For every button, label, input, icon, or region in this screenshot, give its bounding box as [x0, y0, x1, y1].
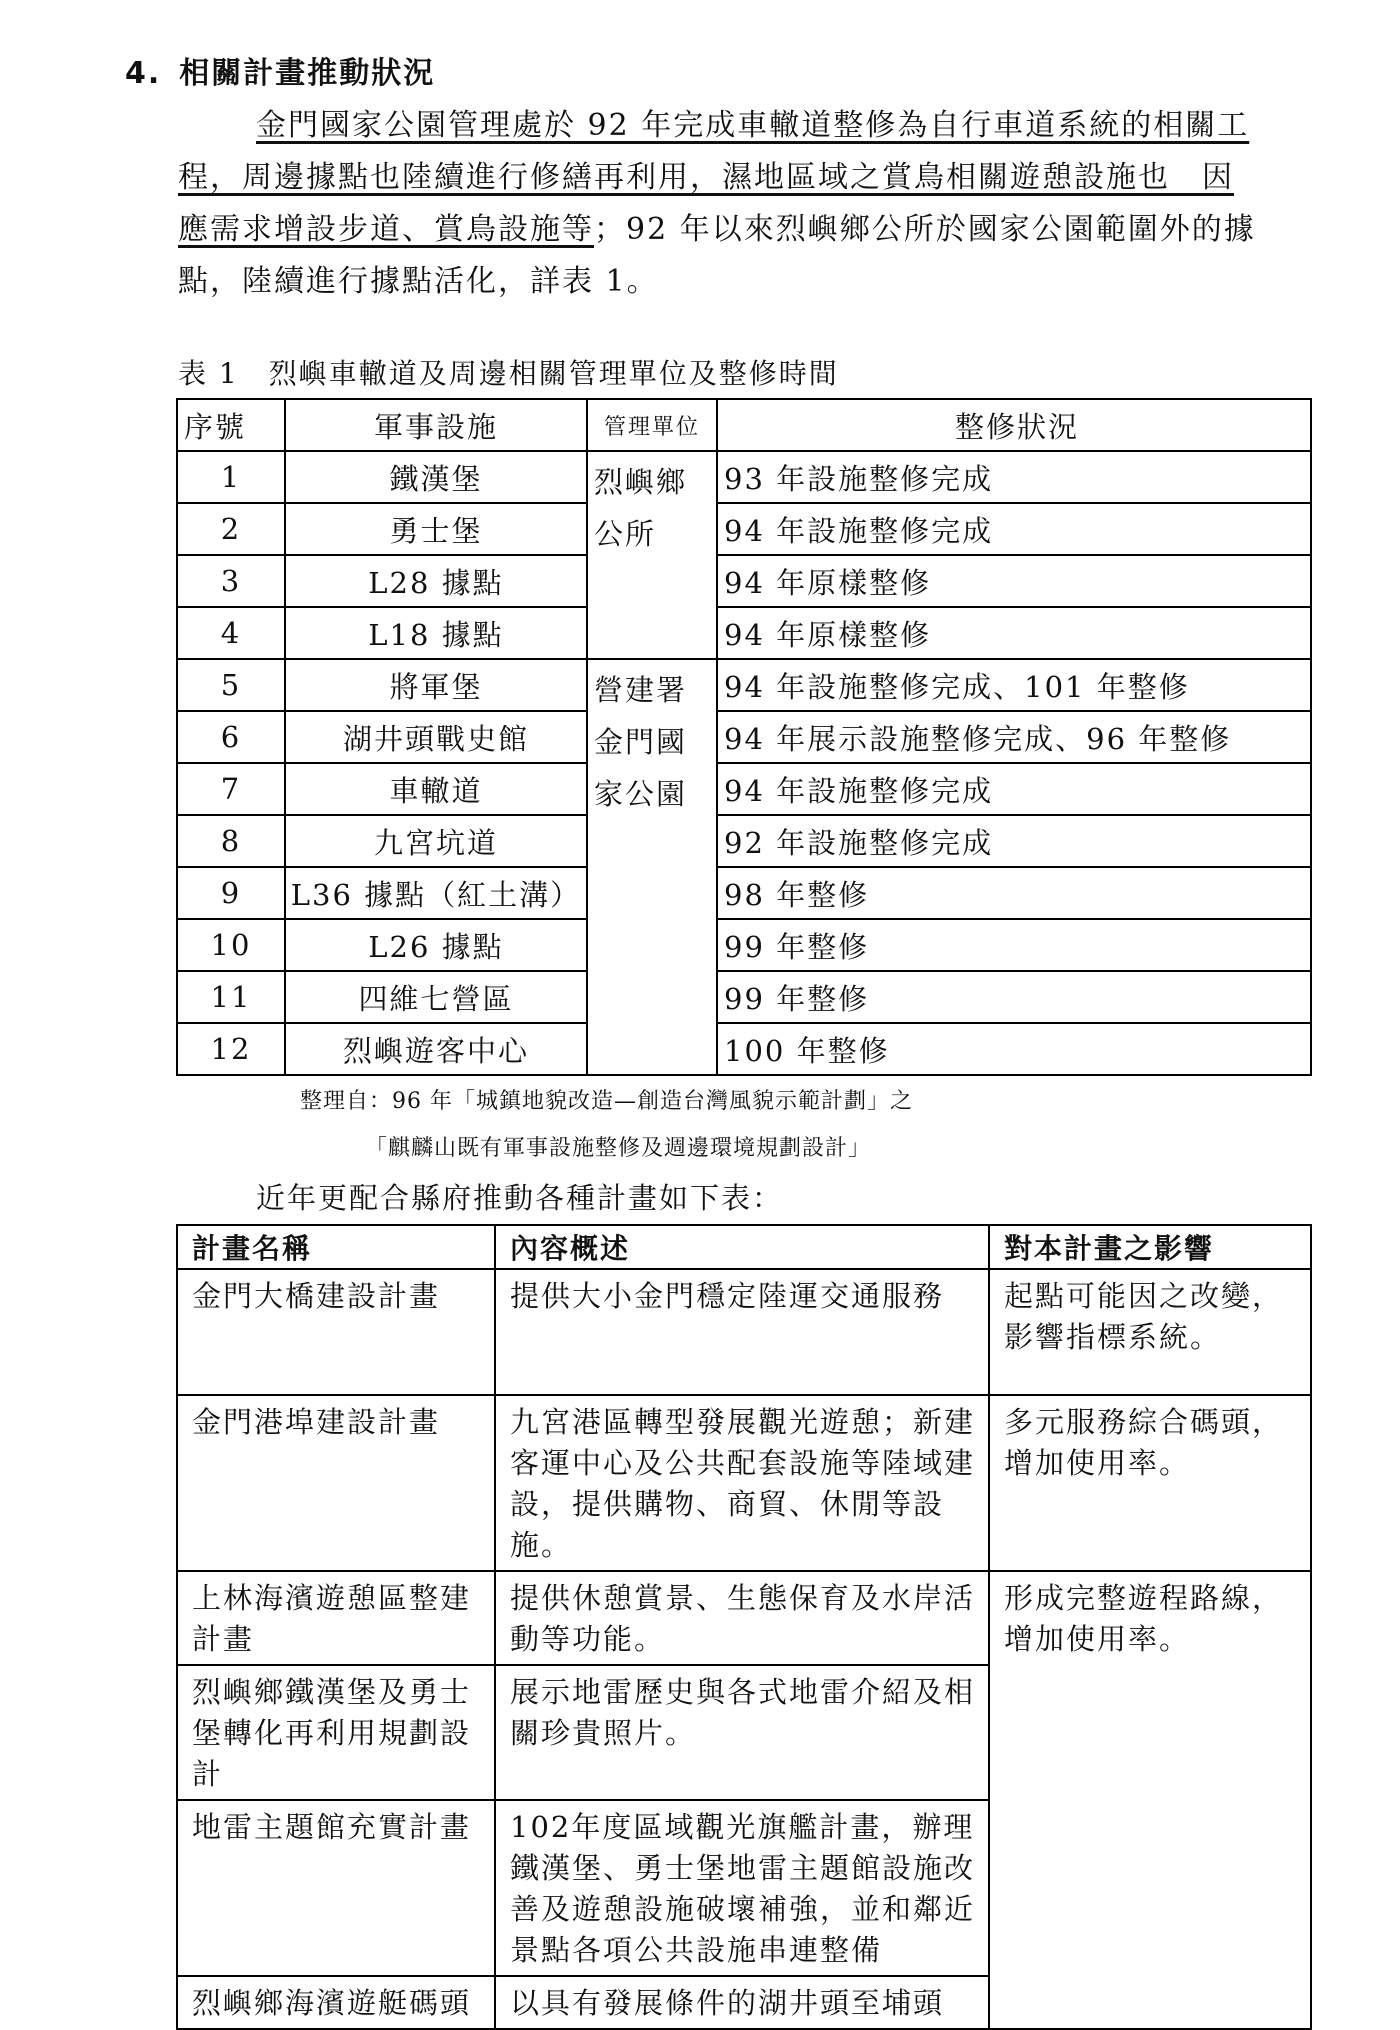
- paragraph-line-3: [178, 204, 1298, 256]
- table-row: [177, 1571, 1311, 1665]
- paragraph-line-3-underlined: 應需求增設步道、賞鳥設施等: [178, 212, 594, 247]
- header-no: 序號: [177, 399, 285, 451]
- plan-name: 上林海濱遊憩區整建計畫: [177, 1571, 495, 1665]
- table-row: [177, 815, 1311, 867]
- row-facility: 車轍道: [285, 763, 587, 815]
- intro-paragraph: [178, 100, 1298, 308]
- plan-summary: 102年度區域觀光旗艦計畫，辦理鐵漢堡、勇士堡地雷主題館設施改善及遊憩設施破壞補強，並和鄰近景點各項公共設施串連整備: [495, 1800, 989, 1976]
- row-no: 10: [177, 919, 285, 971]
- row-no: 7: [177, 763, 285, 815]
- row-status: 94 年設施整修完成: [717, 503, 1311, 555]
- section-heading: [125, 48, 435, 92]
- table-row: [177, 971, 1311, 1023]
- row-facility: L28 據點: [285, 555, 587, 607]
- table-row: [177, 919, 1311, 971]
- paragraph-line-4: 點，陸續進行據點活化，詳表 1。: [178, 264, 659, 299]
- plans-intro: 近年更配合縣府推動各種計畫如下表：: [256, 1181, 784, 1215]
- unit-line: 營建署: [594, 673, 688, 707]
- row-facility: 勇士堡: [285, 503, 587, 555]
- row-facility: 將軍堡: [285, 659, 587, 711]
- row-facility: 鐵漢堡: [285, 451, 587, 503]
- row-no: 5: [177, 659, 285, 711]
- table-row: [177, 1023, 1311, 1075]
- row-no: 12: [177, 1023, 285, 1075]
- plan-name: 烈嶼鄉海濱遊艇碼頭: [177, 1976, 495, 2029]
- row-no: 2: [177, 503, 285, 555]
- plan-impact: 起點可能因之改變，影響指標系統。: [989, 1269, 1311, 1395]
- plan-summary: 提供休憩賞景、生態保育及水岸活動等功能。: [495, 1571, 989, 1665]
- table1-caption: [178, 352, 839, 392]
- unit-line: 公所: [594, 517, 657, 551]
- plan-impact: 多元服務綜合碼頭，增加使用率。: [989, 1395, 1311, 1571]
- table1-caption-title: 烈嶼車轍道及周邊相關管理單位及整修時間: [268, 357, 839, 390]
- plan-summary: 展示地雷歷史與各式地雷介紹及相關珍貴照片。: [495, 1665, 989, 1800]
- table1-caption-number: 表 1: [178, 357, 239, 390]
- paragraph-line-2: 程，周邊據點也陸續進行修繕再利用，濕地區域之賞鳥相關遊憩設施也 因: [178, 160, 1234, 195]
- section-title: 相關計畫推動狀況: [179, 56, 436, 91]
- row-no: 3: [177, 555, 285, 607]
- table-row: [177, 867, 1311, 919]
- row-no: 11: [177, 971, 285, 1023]
- row-no: 8: [177, 815, 285, 867]
- plan-name: 地雷主題館充實計畫: [177, 1800, 495, 1976]
- table1-source-line-2: 「麒麟山既有軍事設施整修及週邊環境規劃設計」: [365, 1136, 872, 1161]
- plan-summary: 提供大小金門穩定陸運交通服務: [495, 1269, 989, 1395]
- row-facility: 九宮坑道: [285, 815, 587, 867]
- header-summary: 內容概述: [495, 1225, 989, 1269]
- table-row: [177, 607, 1311, 659]
- unit-line: 金門國: [594, 725, 688, 759]
- paragraph-line-1: 金門國家公園管理處於 92 年完成車轍道整修為自行車道系統的相關工: [256, 108, 1250, 143]
- row-status: 99 年整修: [717, 919, 1311, 971]
- header-unit: 管理單位: [587, 399, 717, 451]
- table-row: [177, 711, 1311, 763]
- row-no: 9: [177, 867, 285, 919]
- row-status: 98 年整修: [717, 867, 1311, 919]
- row-status: 94 年原樣整修: [717, 555, 1311, 607]
- plan-name: 金門港埠建設計畫: [177, 1395, 495, 1571]
- header-facility: 軍事設施: [285, 399, 587, 451]
- row-no: 1: [177, 451, 285, 503]
- unit-line: 烈嶼鄉: [594, 465, 688, 499]
- row-facility: L36 據點（紅土溝）: [285, 867, 587, 919]
- table1-source-line-1: 整理自：96 年「城鎮地貌改造—創造台灣風貌示範計劃」之: [300, 1089, 913, 1114]
- row-facility: L26 據點: [285, 919, 587, 971]
- table-row: [177, 451, 1311, 503]
- row-facility: L18 據點: [285, 607, 587, 659]
- table-row: [177, 1395, 1311, 1571]
- table-row: [177, 659, 1311, 711]
- row-facility: 湖井頭戰史館: [285, 711, 587, 763]
- table-row: [177, 763, 1311, 815]
- row-no: 4: [177, 607, 285, 659]
- table-row: [177, 555, 1311, 607]
- plan-name: 烈嶼鄉鐵漢堡及勇士堡轉化再利用規劃設計: [177, 1665, 495, 1800]
- row-status: 94 年原樣整修: [717, 607, 1311, 659]
- table-header-row: [177, 1225, 1311, 1269]
- row-no: 6: [177, 711, 285, 763]
- header-status: 整修狀況: [717, 399, 1311, 451]
- table-row: [177, 1269, 1311, 1395]
- plan-summary: 九宮港區轉型發展觀光遊憩；新建客運中心及公共配套設施等陸域建設，提供購物、商貿、休閒等設施。: [495, 1395, 989, 1571]
- row-status: 94 年展示設施整修完成、96 年整修: [717, 711, 1311, 763]
- row-facility: 四維七營區: [285, 971, 587, 1023]
- row-status: 100 年整修: [717, 1023, 1311, 1075]
- plan-summary: 以具有發展條件的湖井頭至埔頭: [495, 1976, 989, 2029]
- header-impact: 對本計畫之影響: [989, 1225, 1311, 1269]
- paragraph-line-3-rest: ；92 年以來烈嶼鄉公所於國家公園範圍外的據: [594, 212, 1256, 247]
- unit-line: 家公園: [594, 777, 688, 811]
- row-status: 93 年設施整修完成: [717, 451, 1311, 503]
- section-number: 4.: [125, 56, 162, 91]
- table-header-row: [177, 399, 1311, 451]
- facility-table: [176, 398, 1312, 1076]
- row-status: 92 年設施整修完成: [717, 815, 1311, 867]
- row-facility: 烈嶼遊客中心: [285, 1023, 587, 1075]
- plans-table: [176, 1224, 1312, 2030]
- row-status: 94 年設施整修完成、101 年整修: [717, 659, 1311, 711]
- unit-group-national-park: [587, 659, 717, 1075]
- plan-impact: 形成完整遊程路線，增加使用率。: [989, 1571, 1311, 2029]
- plan-name: 金門大橋建設計畫: [177, 1269, 495, 1395]
- unit-group-township: [587, 451, 717, 659]
- row-status: 94 年設施整修完成: [717, 763, 1311, 815]
- header-plan-name: 計畫名稱: [177, 1225, 495, 1269]
- row-status: 99 年整修: [717, 971, 1311, 1023]
- table-row: [177, 503, 1311, 555]
